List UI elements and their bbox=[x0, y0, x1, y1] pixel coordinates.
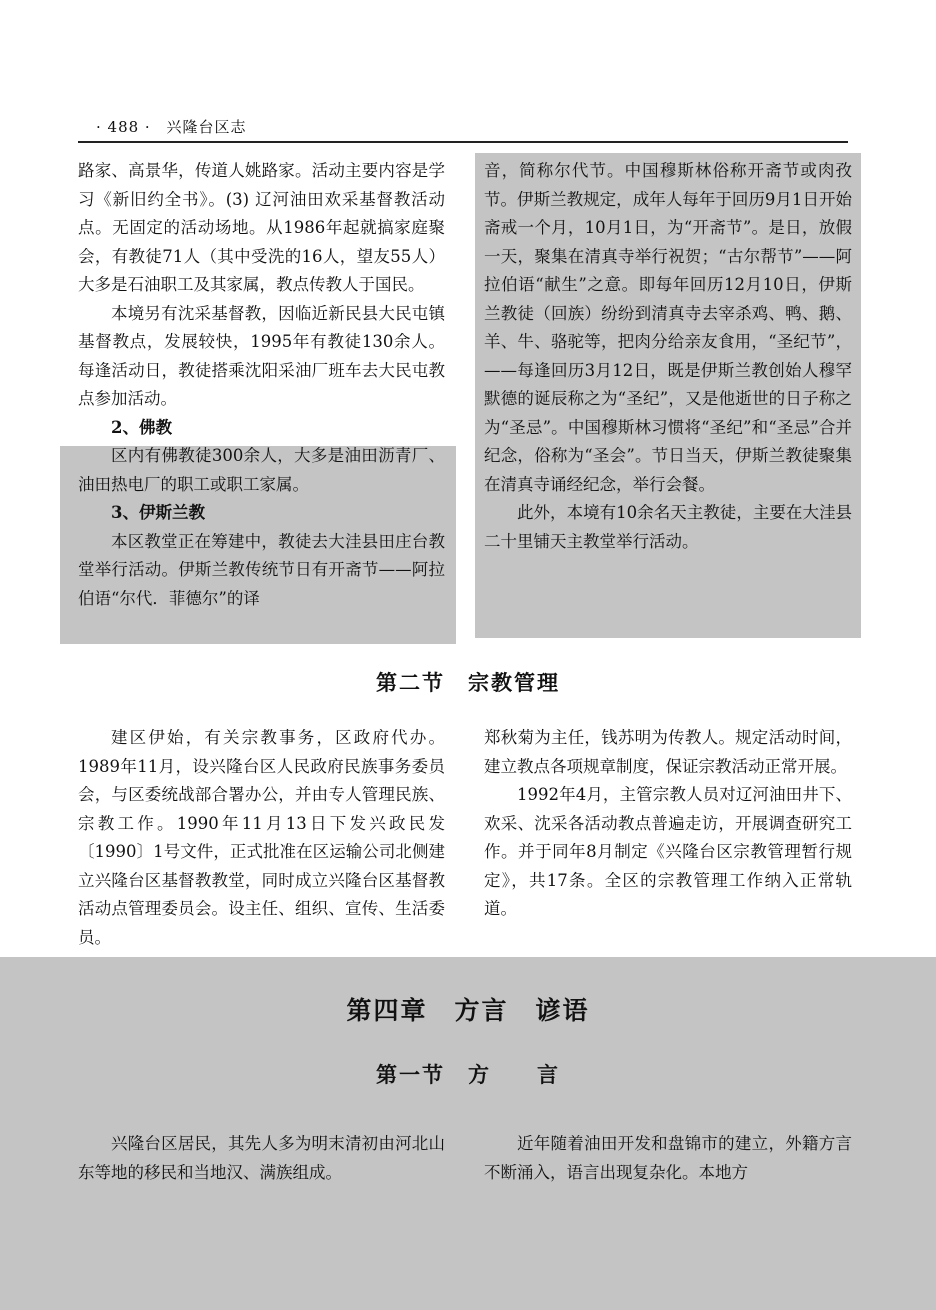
header-rule bbox=[78, 141, 848, 143]
paragraph: 郑秋菊为主任，钱苏明为传教人。规定活动时间，建立教点各项规章制度，保证宗教活动正常开展。 bbox=[484, 728, 852, 776]
page-number: · 488 · bbox=[96, 118, 151, 136]
section2-left-column bbox=[78, 724, 445, 952]
chapter4-left-column bbox=[78, 1130, 445, 1187]
top-left-column bbox=[78, 157, 445, 613]
paragraph: 1992年4月，主管宗教人员对辽河油田井下、欢采、沈采各活动教点普遍走访，开展调查研究工作。并于同年8月制定《兴隆台区宗教管理暂行规定》，共17条。全区的宗教管理工作纳入正常轨道。 bbox=[484, 785, 852, 918]
paragraph: 区内有佛教徒300余人，大多是油田沥青厂、油田热电厂的职工或职工家属。 bbox=[78, 446, 445, 494]
paragraph: 近年随着油田开发和盘锦市的建立，外籍方言不断涌入，语言出现复杂化。本地方 bbox=[484, 1134, 852, 1182]
running-header bbox=[96, 116, 257, 137]
paragraph: 此外，本境有10余名天主教徒，主要在大洼县二十里铺天主教堂举行活动。 bbox=[484, 503, 852, 551]
section2-right-column bbox=[484, 724, 852, 924]
top-right-column bbox=[484, 157, 852, 556]
paragraph: 本区教堂正在筹建中，教徒去大洼县田庄台教堂举行活动。伊斯兰教传统节日有开斋节——阿拉伯语“尔代．菲德尔”的译 bbox=[78, 531, 445, 608]
paragraph: 兴隆台区居民，其先人多为明末清初由河北山东等地的移民和当地汉、满族组成。 bbox=[78, 1134, 445, 1182]
subheading-islam: 3、伊斯兰教 bbox=[111, 503, 205, 522]
section-title: 第二节 宗教管理 bbox=[376, 670, 560, 695]
section-title: 第一节 方 言 bbox=[376, 1062, 560, 1087]
chapter4-right-column bbox=[484, 1130, 852, 1187]
book-title: 兴隆台区志 bbox=[166, 118, 247, 136]
chapter-title: 第四章 方言 谚语 bbox=[346, 996, 590, 1025]
paragraph: 本境另有沈采基督教，因临近新民县大民屯镇基督教点，发展较快，1995年有教徒130余人。每逢活动日，教徒搭乘沈阳采油厂班车去大民屯教点参加活动。 bbox=[78, 303, 445, 408]
subheading-buddhism: 2、佛教 bbox=[111, 417, 172, 437]
paragraph: 建区伊始，有关宗教事务，区政府代办。1989年11月，设兴隆台区人民政府民族事务委员会，与区委统战部合署办公，并由专人管理民族、宗教工作。1990年11月13日下发兴政民发〔1990〕1号文件，正式批准在区运输公司北侧建立兴隆台区基督教教堂，同时成立兴隆台区基督教活动点管理委员会。设主任、组织、宣传、生活委员。 bbox=[78, 728, 445, 947]
paragraph: 音，简称尔代节。中国穆斯林俗称开斋节或肉孜节。伊斯兰教规定，成年人每年于回历9月1日开始斋戒一个月，10月1日，为“开斋节”。是日，放假一天，聚集在清真寺举行祝贺；“古尔帮节”——阿拉伯语“献生”之意。即每年回历12月10日，伊斯兰教徒（回族）纷纷到清真寺去宰杀鸡、鸭、鹅、羊、牛、骆驼等，把肉分给亲友食用，“圣纪节”，——每逢回历3月12日，既是伊斯兰教创始人穆罕默德的诞辰称之为“圣纪”，又是他逝世的日子称之为“圣忌”。中国穆斯林习惯将“圣纪”和“圣忌”合并纪念，俗称为“圣会”。节日当天，伊斯兰教徒聚集在清真寺诵经纪念，举行会餐。 bbox=[484, 161, 852, 494]
paragraph: 路家、高景华，传道人姚路家。活动主要内容是学习《新旧约全书》。(3) 辽河油田欢采基督教活动点。无固定的活动场地。从1986年起就搞家庭聚会，有教徒71人（其中受洗的16人，望友55人）大多是石油职工及其家属，教点传教人于国民。 bbox=[78, 161, 445, 294]
